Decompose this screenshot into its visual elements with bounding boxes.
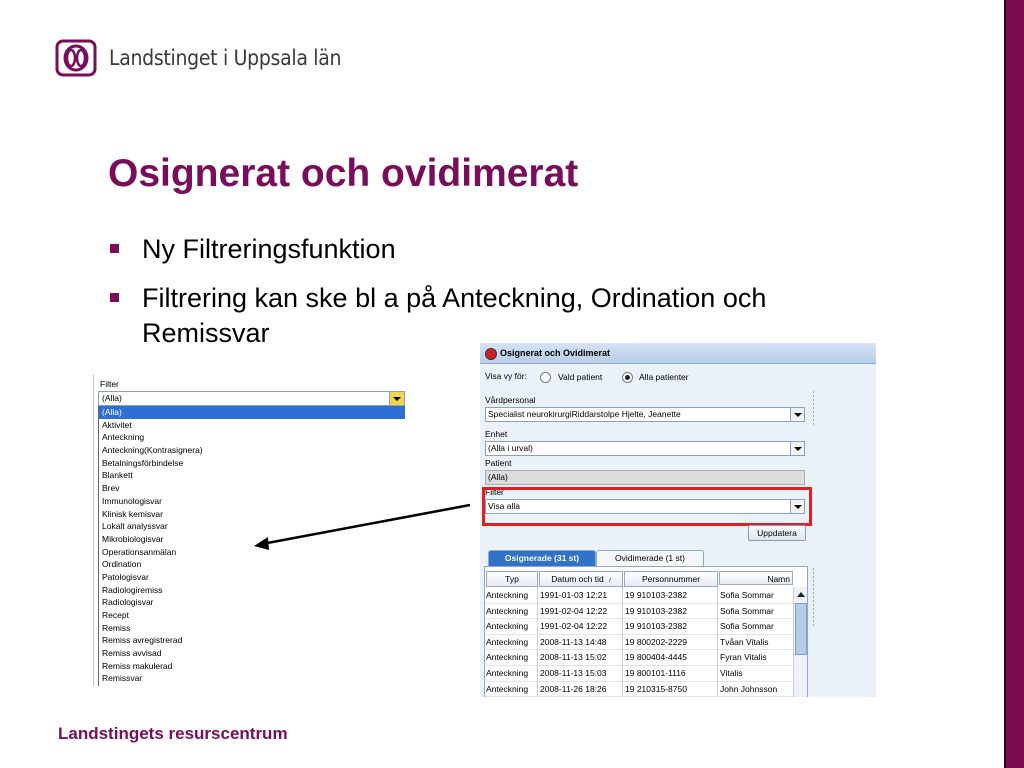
radio-all-patients[interactable] [622, 372, 633, 383]
filter-option[interactable]: Anteckning [102, 432, 145, 443]
chevron-down-icon[interactable] [790, 442, 804, 455]
table-cell: 1991-02-04 12:22 [540, 605, 608, 616]
scroll-up-icon[interactable] [797, 592, 805, 597]
filter-option[interactable]: Immunologisvar [102, 495, 162, 506]
table-cell: Anteckning [486, 605, 529, 616]
filter-option[interactable]: Radiologisvar [102, 597, 154, 608]
table-cell: Sofia Sommar [720, 590, 774, 600]
column-divider [717, 587, 718, 697]
bullet-item [108, 232, 888, 267]
table-row[interactable] [485, 603, 793, 620]
filter-select[interactable] [98, 391, 405, 406]
table-cell: 19 800404-4445 [625, 652, 687, 663]
radio-selected-patient[interactable] [540, 372, 551, 383]
filter-option[interactable]: Ordination [102, 559, 142, 570]
unit-value: (Alla i urval) [488, 443, 533, 453]
brand-name: Landstinget i Uppsala län [109, 46, 342, 70]
splitter-handle[interactable] [813, 568, 814, 628]
filter-option[interactable]: Betalningsförbindelse [102, 457, 184, 468]
care-staff-label: Vårdpersonal [485, 395, 536, 405]
filter-option[interactable]: Radiologiremiss [102, 584, 163, 595]
filter-option[interactable]: Remissvar [102, 673, 143, 684]
filter-option[interactable]: Brev [102, 483, 120, 494]
patient-value: (Alla) [488, 472, 508, 482]
table-cell: 2008-11-13 14:48 [540, 636, 607, 647]
bullet-text: Filtrering kan ske bl a på Anteckning, Ordination och Remissvar [142, 283, 767, 348]
column-header-name[interactable]: Namn [719, 571, 793, 585]
update-button[interactable]: Uppdatera [748, 525, 806, 541]
table-cell: 19 910103-2382 [625, 590, 687, 600]
table-cell: 19 800101-1116 [625, 668, 686, 678]
column-divider [537, 587, 538, 697]
filter-selected-value: (Alla) [102, 393, 122, 403]
table-row[interactable] [485, 665, 793, 682]
table-cell: 19 910103-2382 [625, 605, 687, 616]
filter-option[interactable]: Remiss avvisad [102, 648, 162, 659]
filter-option[interactable]: Blankett [102, 470, 133, 481]
filter-option[interactable]: Remiss [102, 622, 131, 633]
filter-value: Visa alla [488, 501, 520, 511]
highlight-box [482, 487, 812, 526]
slide-title: Osignerat och ovidimerat [108, 152, 579, 195]
scroll-thumb[interactable] [795, 603, 807, 655]
table-cell: 2008-11-26 18:26 [540, 683, 607, 694]
app-window-screenshot [480, 343, 876, 697]
table-cell: Fyran Vitalis [720, 652, 767, 663]
window-title: Osignerat och Ovidimerat [500, 348, 611, 358]
filter-option[interactable]: Mikrobiologisvar [102, 533, 164, 544]
view-for-label: Visa vy för: [485, 371, 527, 381]
table-cell: Vitalis [720, 668, 743, 678]
table-cell: Anteckning [486, 683, 529, 694]
table-row[interactable] [485, 618, 793, 635]
right-accent-bar [1004, 0, 1024, 768]
filter-option[interactable]: (Alla) [99, 406, 405, 419]
unit-select[interactable] [485, 441, 805, 456]
patient-field [485, 470, 805, 485]
filter-option[interactable]: Operationsanmälan [102, 546, 177, 557]
column-header-datetime-label: Datum och tid [551, 574, 604, 584]
sort-ascending-icon: / [609, 578, 611, 584]
table-cell: Anteckning [486, 652, 529, 663]
splitter-handle[interactable] [813, 391, 814, 427]
tab-unverified[interactable]: Ovidimerade (1 st) [596, 550, 704, 566]
app-icon [485, 348, 497, 360]
table-cell: 1991-02-04 12:22 [540, 621, 608, 632]
column-header-type[interactable]: Typ [486, 571, 538, 587]
table-row[interactable] [485, 649, 793, 666]
tab-unsigned[interactable]: Osignerade (31 st) [488, 550, 596, 566]
bullet-text: Ny Filtreringsfunktion [142, 234, 396, 264]
filter-option[interactable]: Klinisk kemisvar [102, 508, 163, 519]
table-cell: 19 910103-2382 [625, 621, 687, 632]
filter-option[interactable]: Anteckning(Kontrasignera) [102, 445, 203, 456]
radio-selected-patient-label: Vald patient [558, 372, 603, 382]
brand-logo [55, 38, 355, 82]
bullet-square-icon [110, 293, 119, 302]
vertical-scrollbar[interactable] [793, 587, 807, 697]
column-header-datetime[interactable] [539, 571, 623, 587]
bullet-item [108, 281, 882, 351]
chevron-down-icon[interactable] [389, 392, 404, 405]
table-cell: Sofia Sommar [720, 605, 774, 616]
filter-option[interactable]: Remiss avregistrerad [102, 635, 183, 646]
filter-dropdown-screenshot [93, 375, 405, 686]
table-cell: 1991-01-03 12:21 [540, 590, 608, 600]
filter-options-list [98, 406, 405, 686]
footer-text: Landstingets resurscentrum [58, 724, 288, 743]
table-cell: Anteckning [486, 621, 529, 632]
table-cell: Tvåan Vitalis [720, 636, 769, 647]
filter-label: Filter [100, 379, 119, 389]
table-cell: Anteckning [486, 668, 529, 678]
table-cell: 19 800202-2229 [625, 636, 687, 647]
filter-option[interactable]: Lokalt analyssvar [102, 521, 168, 532]
patient-label: Patient [485, 458, 512, 468]
table-row[interactable] [485, 587, 793, 604]
results-table [484, 566, 808, 697]
table-cell: Anteckning [486, 636, 529, 647]
window-titlebar [480, 343, 876, 364]
filter-label: Filter [485, 487, 504, 497]
filter-option[interactable]: Recept [102, 610, 129, 620]
unit-label: Enhet [485, 429, 508, 439]
table-row[interactable] [485, 681, 793, 697]
care-staff-value: Specialist neurokirurgiRiddarstolpe Hjelte, Jeanette [488, 409, 681, 419]
care-staff-select[interactable] [485, 407, 805, 422]
logo-mark-icon [55, 38, 99, 78]
filter-option[interactable]: Patologisvar [102, 571, 149, 582]
column-header-personal-number[interactable]: Personnummer [624, 571, 718, 587]
table-cell: Anteckning [486, 590, 529, 600]
filter-option[interactable]: Aktivitet [102, 419, 132, 430]
filter-option[interactable]: Remiss makulerad [102, 660, 173, 671]
radio-all-patients-label: Alla patienter [639, 372, 689, 382]
table-cell: 19 210315-8750 [625, 683, 687, 694]
table-cell: 2008-11-13 15:03 [540, 668, 607, 678]
chevron-down-icon[interactable] [790, 408, 804, 421]
column-divider [622, 587, 623, 697]
table-cell: John Johnsson [720, 683, 778, 694]
table-cell: 2008-11-13 15:02 [540, 652, 607, 663]
bullet-square-icon [110, 244, 119, 253]
table-row[interactable] [485, 634, 793, 651]
table-cell: Sofia Sommar [720, 621, 774, 632]
